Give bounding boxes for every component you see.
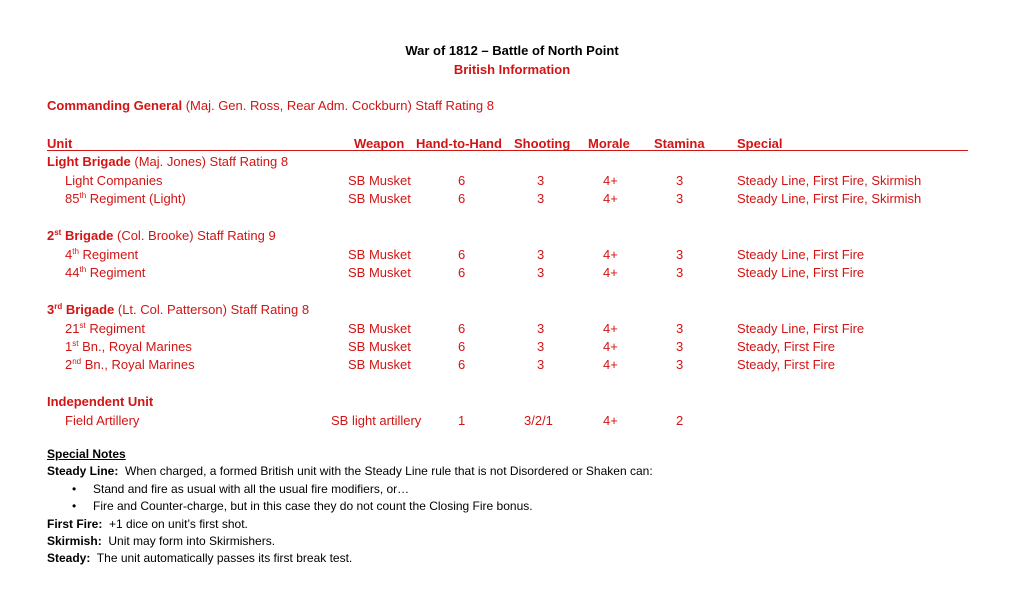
- commanding-label: Commanding General: [47, 98, 183, 113]
- header-shooting: Shooting: [514, 136, 571, 151]
- unit-shooting: 3/2/1: [524, 413, 553, 428]
- unit-shooting: 3: [537, 173, 545, 188]
- unit-hth: 6: [458, 191, 466, 206]
- unit-weapon: SB Musket: [348, 321, 411, 336]
- unit-stamina: 3: [676, 247, 684, 262]
- unit-name: Field Artillery: [65, 413, 140, 428]
- unit-special: Steady Line, First Fire: [737, 247, 865, 262]
- unit-special: Steady, First Fire: [737, 357, 836, 372]
- unit-weapon: SB Musket: [348, 265, 411, 280]
- unit-hth: 6: [458, 339, 466, 354]
- unit-special: Steady Line, First Fire: [737, 321, 865, 336]
- header-hand-to-hand: Hand-to-Hand: [416, 136, 502, 151]
- unit-name: 21st Regiment: [65, 321, 145, 336]
- unit-stamina: 3: [676, 173, 684, 188]
- note-steady-line: Steady Line: When charged, a formed British unit with the Steady Line rule that is not Disordered or Shaken can:: [47, 464, 653, 478]
- unit-morale: 4+: [603, 265, 618, 280]
- header-morale: Morale: [588, 136, 630, 151]
- unit-hth: 6: [458, 357, 466, 372]
- unit-special: Steady Line, First Fire: [737, 265, 865, 280]
- unit-special: Steady Line, First Fire, Skirmish: [737, 173, 922, 188]
- unit-stamina: 2: [676, 413, 684, 428]
- page-subtitle: British Information: [453, 62, 571, 77]
- unit-shooting: 3: [537, 191, 545, 206]
- unit-morale: 4+: [603, 191, 618, 206]
- unit-special: Steady Line, First Fire, Skirmish: [737, 191, 922, 206]
- group-heading: Independent Unit: [47, 394, 154, 409]
- header-unit: Unit: [47, 136, 73, 151]
- group-heading: 3rd Brigade (Lt. Col. Patterson) Staff Rating 8: [47, 302, 310, 317]
- unit-weapon: SB light artillery: [331, 413, 422, 428]
- unit-stamina: 3: [676, 321, 684, 336]
- unit-weapon: SB Musket: [348, 339, 411, 354]
- unit-shooting: 3: [537, 357, 545, 372]
- group-heading: 2st Brigade (Col. Brooke) Staff Rating 9: [47, 228, 276, 243]
- unit-shooting: 3: [537, 265, 545, 280]
- group-heading: Light Brigade (Maj. Jones) Staff Rating 8: [47, 154, 289, 169]
- unit-morale: 4+: [603, 173, 618, 188]
- unit-shooting: 3: [537, 247, 545, 262]
- unit-morale: 4+: [603, 339, 618, 354]
- notes-heading: Special Notes: [47, 447, 126, 461]
- unit-shooting: 3: [537, 339, 545, 354]
- unit-name: 2nd Bn., Royal Marines: [65, 357, 195, 372]
- commanding-general: [47, 98, 494, 113]
- unit-hth: 6: [458, 173, 466, 188]
- commanding-detail: (Maj. Gen. Ross, Rear Adm. Cockburn) Staff Rating 8: [182, 98, 494, 113]
- page-title: War of 1812 – Battle of North Point: [405, 43, 619, 58]
- unit-name: 4th Regiment: [65, 247, 139, 262]
- unit-special: Steady, First Fire: [737, 339, 836, 354]
- unit-name: 85th Regiment (Light): [65, 191, 186, 206]
- note-skirmish: Skirmish: Unit may form into Skirmishers.: [47, 534, 276, 548]
- header-weapon: Weapon: [354, 136, 405, 151]
- unit-hth: 1: [458, 413, 466, 428]
- unit-stamina: 3: [676, 357, 684, 372]
- unit-name: 44th Regiment: [65, 265, 146, 280]
- unit-name: 1st Bn., Royal Marines: [65, 339, 192, 354]
- note-steady: Steady: The unit automatically passes its first break test.: [47, 551, 353, 565]
- unit-stamina: 3: [676, 191, 684, 206]
- unit-hth: 6: [458, 321, 466, 336]
- unit-weapon: SB Musket: [348, 191, 411, 206]
- unit-morale: 4+: [603, 321, 618, 336]
- header-stamina: Stamina: [654, 136, 705, 151]
- unit-weapon: SB Musket: [348, 357, 411, 372]
- unit-weapon: SB Musket: [348, 247, 411, 262]
- unit-hth: 6: [458, 265, 466, 280]
- unit-name: Light Companies: [65, 173, 163, 188]
- unit-weapon: SB Musket: [348, 173, 411, 188]
- unit-morale: 4+: [603, 247, 618, 262]
- unit-stamina: 3: [676, 265, 684, 280]
- header-underline: [47, 150, 968, 151]
- unit-shooting: 3: [537, 321, 545, 336]
- unit-morale: 4+: [603, 413, 618, 428]
- unit-morale: 4+: [603, 357, 618, 372]
- unit-hth: 6: [458, 247, 466, 262]
- unit-stamina: 3: [676, 339, 684, 354]
- note-first-fire: First Fire: +1 dice on unit’s first shot.: [47, 517, 248, 531]
- header-special: Special: [737, 136, 783, 151]
